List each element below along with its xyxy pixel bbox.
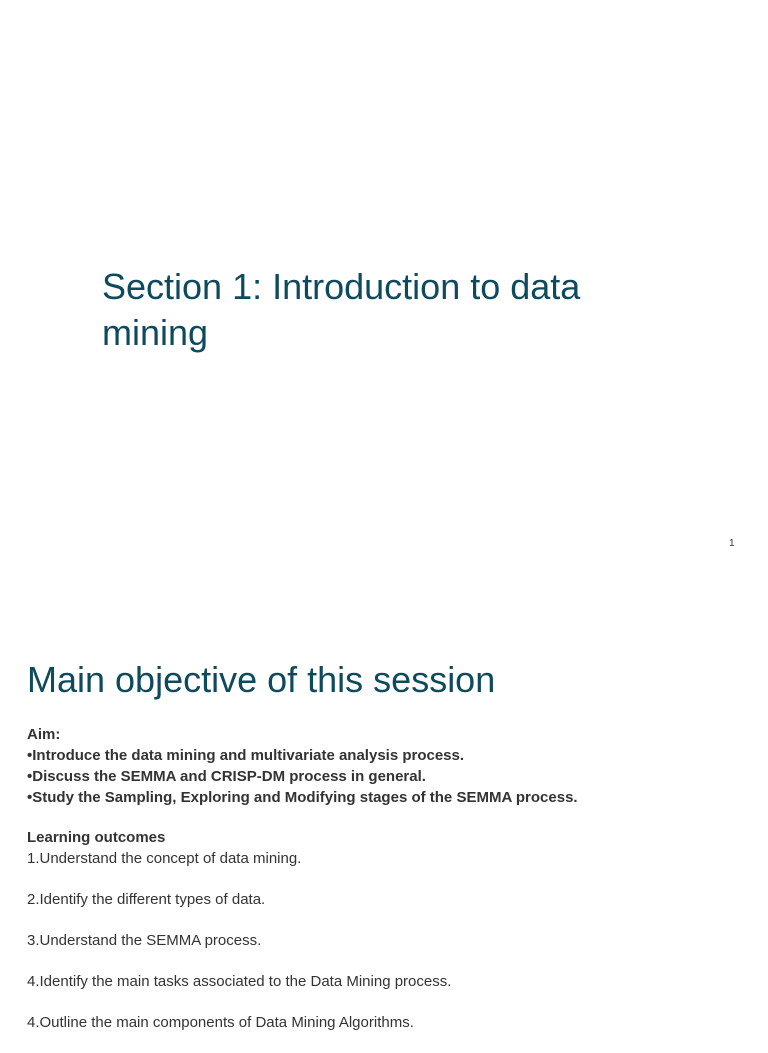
section-title: Section 1: Introduction to data mining [102,266,581,353]
slide-2 [0,606,768,1031]
aim-heading: Aim: [27,726,61,743]
page-number: 1 [729,538,735,549]
aim-item: •Discuss the SEMMA and CRISP-DM process in general. [27,768,426,785]
outcome-item: 4.Identify the main tasks associated to the Data Mining process. [27,973,452,990]
slide-body [27,724,747,1053]
outcome-item: 4.Outline the main components of Data Mining Algorithms. [27,1014,414,1031]
outcome-item: 1.Understand the concept of data mining. [27,850,302,867]
learning-outcomes-heading: Learning outcomes [27,829,166,846]
outcome-item: 2.Identify the different types of data. [27,891,266,908]
main-objective-title: Main objective of this session [27,659,496,700]
aim-item: •Study the Sampling, Exploring and Modifying stages of the SEMMA process. [27,789,578,806]
outcome-item: 3.Understand the SEMMA process. [27,932,262,949]
aim-item: •Introduce the data mining and multivariate analysis process. [27,747,465,764]
